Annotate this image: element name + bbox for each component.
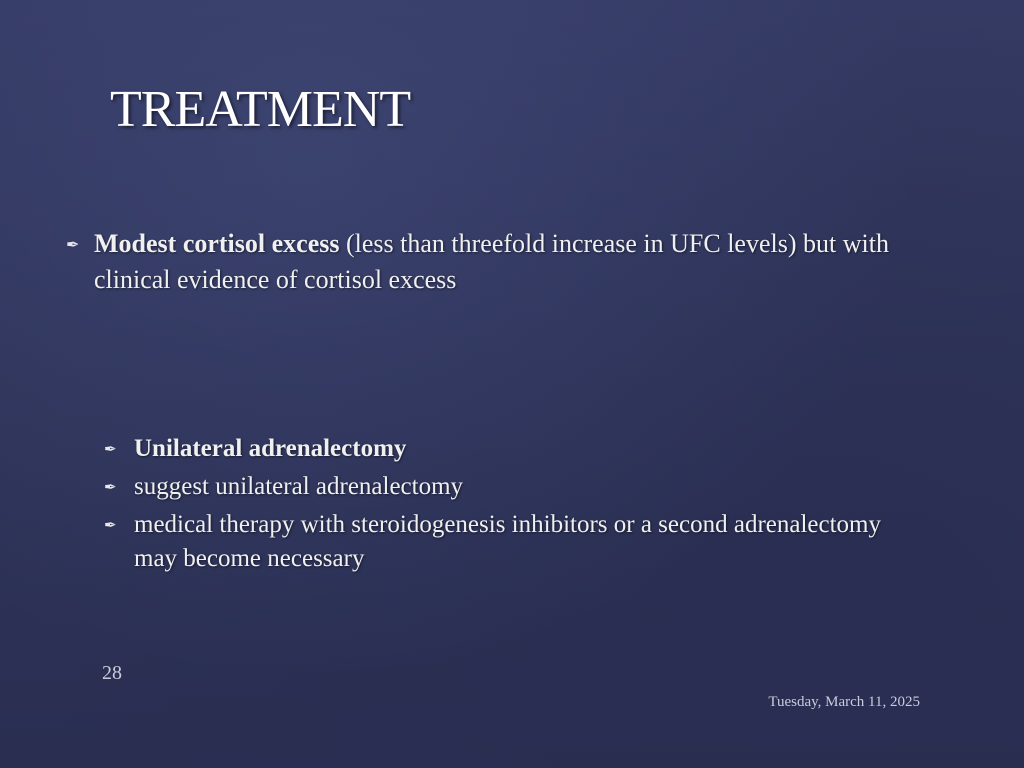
page-number: 28	[102, 662, 122, 684]
sub-bullet-text: suggest unilateral adrenalectomy	[134, 473, 464, 500]
main-bullet	[66, 226, 946, 298]
sub-bullet-list	[104, 432, 904, 580]
pen-nib-icon: ✒	[66, 235, 80, 254]
sub-bullet-text: Unilateral adrenalectomy	[134, 435, 407, 462]
slide-title: TREATMENT	[110, 81, 411, 138]
slide-date: Tuesday, March 11, 2025	[768, 694, 920, 710]
sub-bullet	[104, 432, 904, 466]
sub-bullet-text: medical therapy with steroidogenesis inhibitors or a second adrenalectomy may become necessary	[134, 511, 881, 572]
pen-nib-icon: ✒	[104, 478, 117, 496]
main-bullet-list	[66, 226, 946, 298]
sub-bullet	[104, 470, 904, 504]
pen-nib-icon: ✒	[104, 516, 117, 534]
pen-nib-icon: ✒	[104, 440, 117, 458]
sub-bullet	[104, 508, 904, 576]
main-bullet-text	[94, 226, 946, 298]
main-bullet-rest: (less than threefold increase in UFC levels) but with clinical evidence of cortisol excess	[94, 229, 889, 294]
main-bullet-bold: Modest cortisol excess	[94, 229, 340, 258]
